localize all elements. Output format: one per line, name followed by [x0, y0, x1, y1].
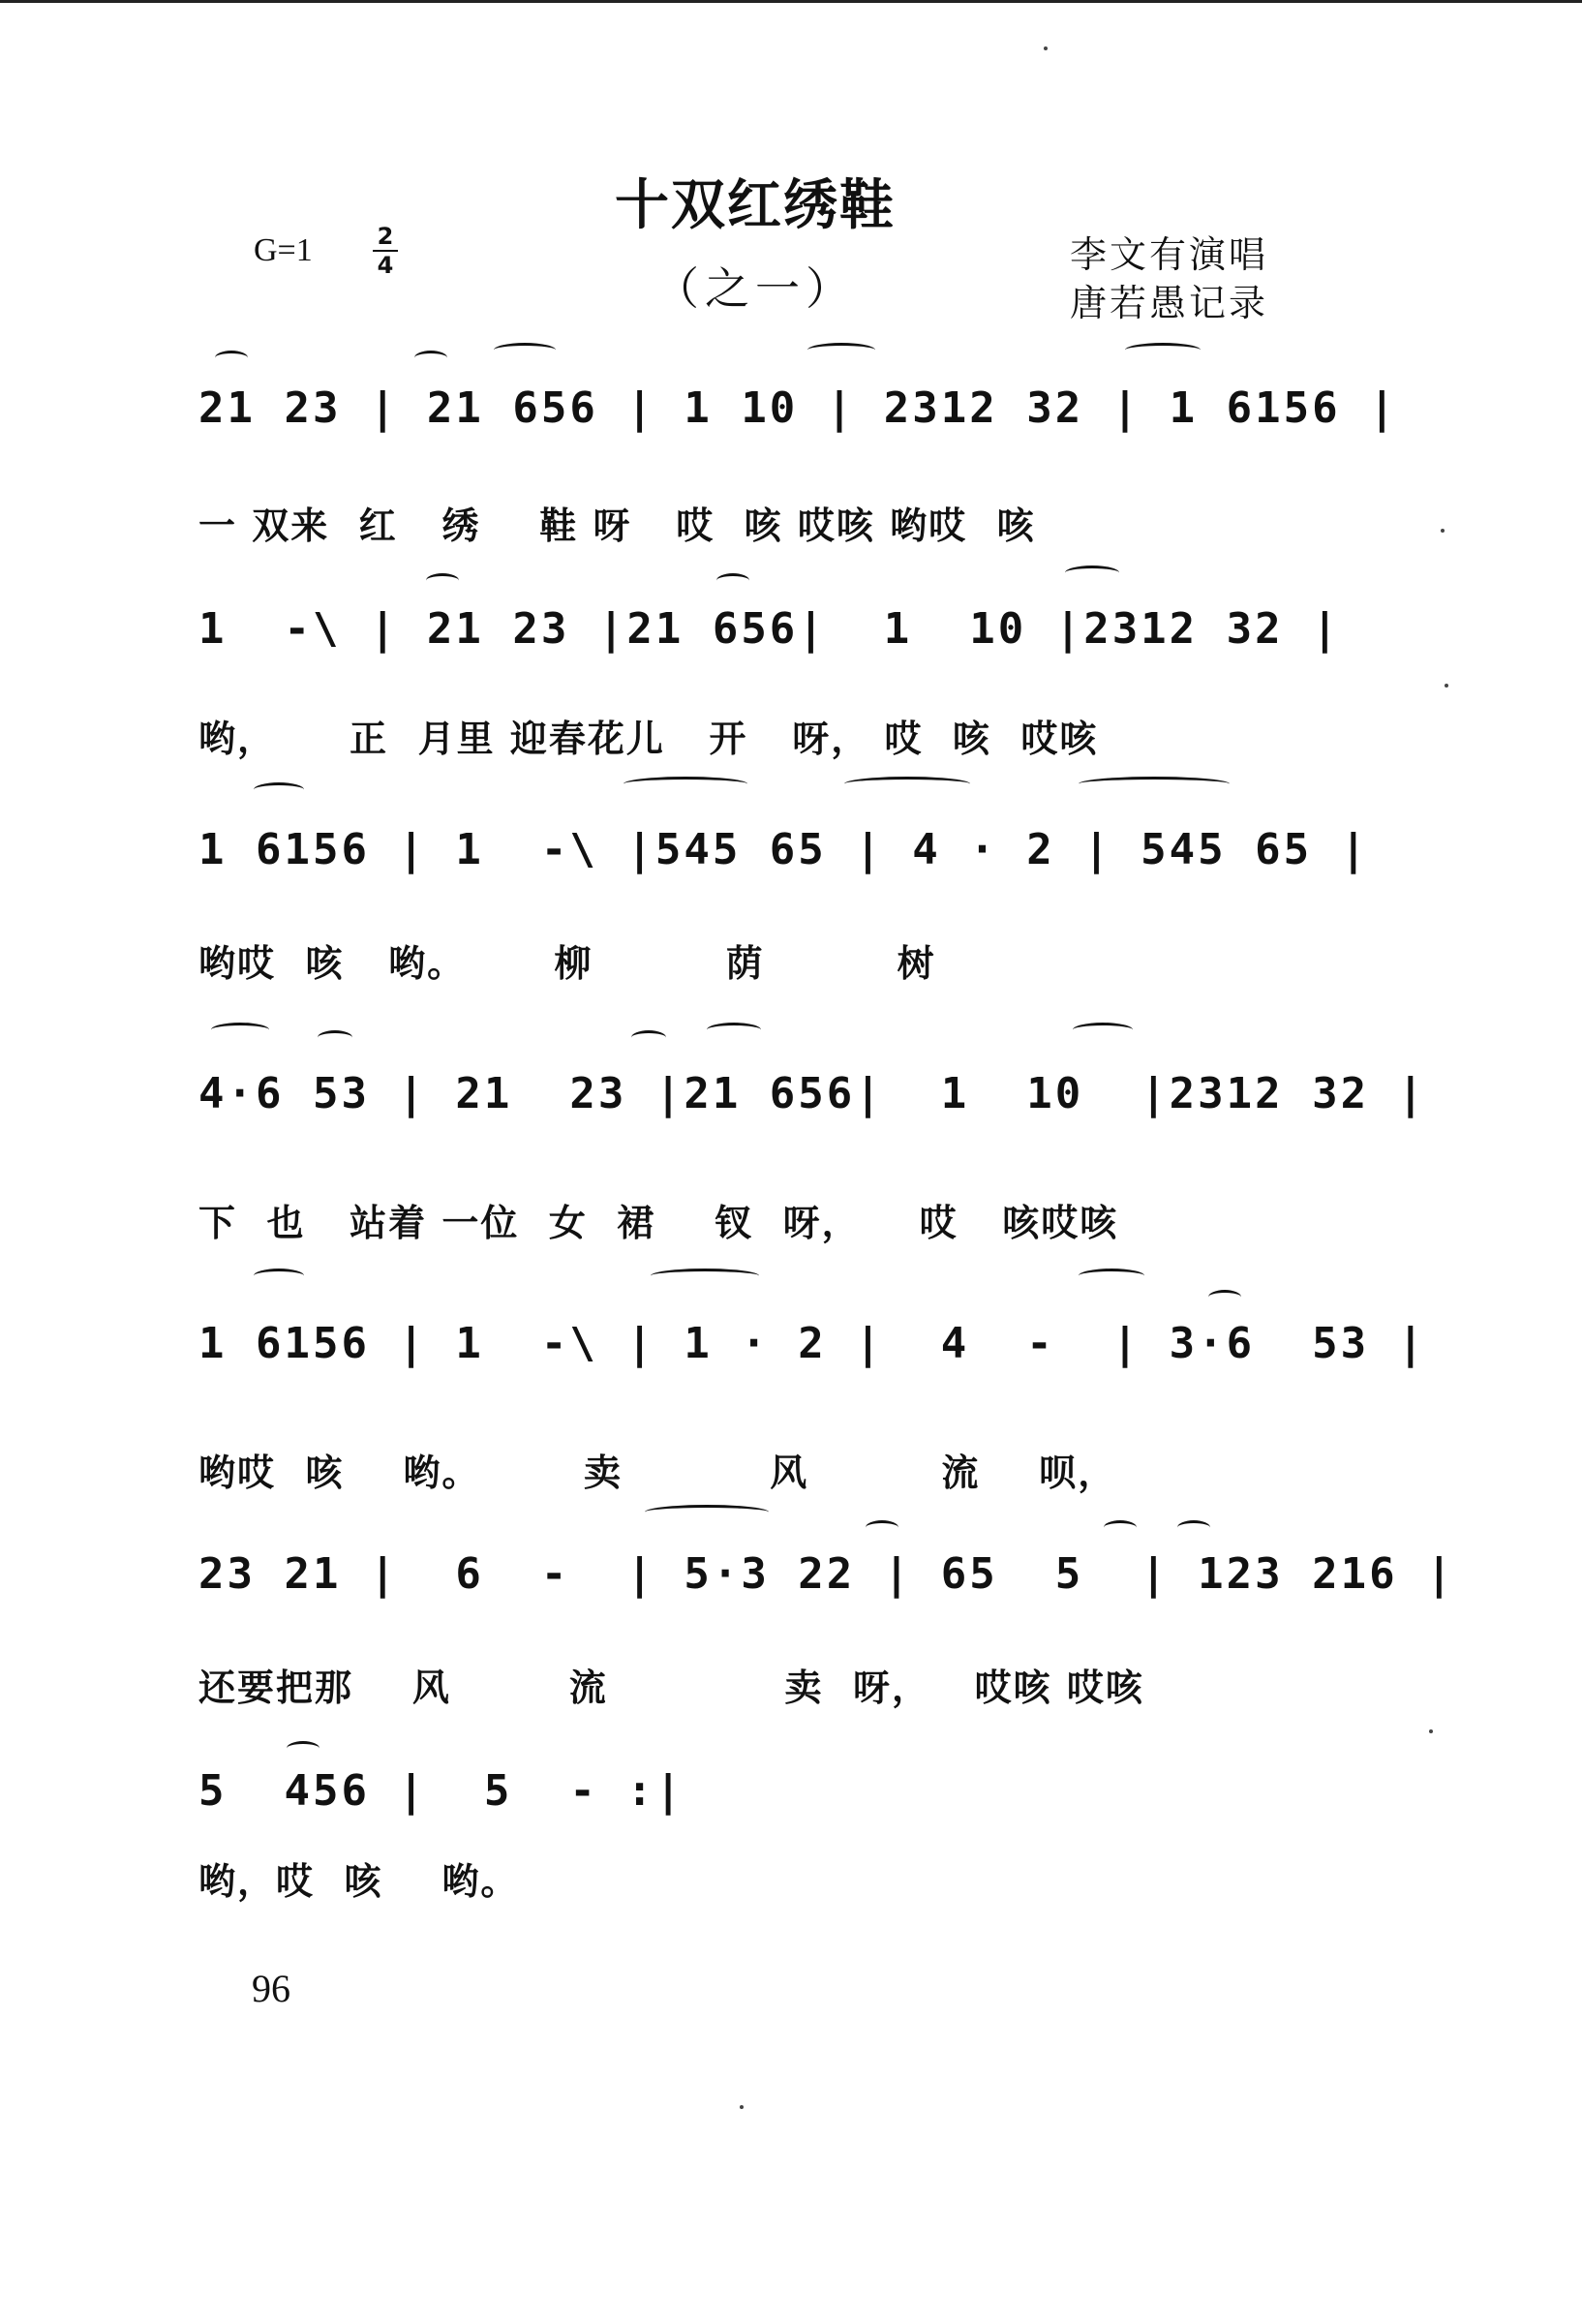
slur-mark — [287, 1741, 319, 1756]
notation-line-2: 1 -\ | 21 23 |21 656| 1 10 |2312 32 | — [198, 604, 1341, 654]
slur-mark — [651, 1269, 759, 1283]
slur-mark — [1104, 1520, 1137, 1535]
slur-mark — [211, 1023, 269, 1037]
lyrics-line-3: 哟哎 咳 哟。 柳 荫 树 — [198, 942, 936, 985]
slur-mark — [1065, 566, 1119, 580]
scan-speck — [1429, 1729, 1433, 1733]
scan-speck — [740, 2105, 744, 2109]
top-rule — [0, 0, 1582, 3]
time-signature-bottom: 4 — [377, 252, 394, 279]
time-signature-top: 2 — [377, 223, 394, 250]
page-number: 96 — [252, 1967, 290, 2010]
song-subtitle: （之一） — [654, 262, 856, 315]
lyrics-line-4: 下 也 站着 一位 女 裙 钗 呀， 哎 咳哎咳 — [198, 1202, 1119, 1244]
lyrics-line-5: 哟哎 咳 哟。 卖 风 流 呗， — [198, 1452, 1117, 1494]
slur-mark — [1073, 1023, 1133, 1037]
slur-mark — [1079, 777, 1230, 791]
scan-speck — [1044, 46, 1048, 50]
slur-mark — [1208, 1290, 1241, 1304]
lyrics-line-6: 还要把那 风 流 卖 呀， 哎咳 哎咳 — [198, 1667, 1144, 1709]
slur-mark — [254, 782, 304, 797]
slur-mark — [807, 343, 875, 357]
song-title: 十双红绣鞋 — [615, 174, 896, 237]
slur-mark — [1177, 1520, 1210, 1535]
singer-credit: 李文有演唱 — [1070, 233, 1269, 276]
scan-speck — [1441, 529, 1445, 533]
notation-line-4: 4·6 53 | 21 23 |21 656| 1 10 |2312 32 | — [198, 1069, 1427, 1118]
notation-line-6: 23 21 | 6 - | 5·3 22 | 65 5 | 123 216 | — [198, 1549, 1455, 1599]
slur-mark — [254, 1269, 304, 1283]
lyrics-line-1: 一 双来 红 绣 鞋 呀 哎 咳 哎咳 哟哎 咳 — [198, 505, 1036, 547]
lyrics-line-7: 哟，哎 咳 哟。 — [198, 1860, 520, 1903]
slur-mark — [645, 1505, 769, 1519]
notation-line-5: 1 6156 | 1 -\ | 1 · 2 | 4 - | 3·6 53 | — [198, 1319, 1427, 1368]
slur-mark — [494, 343, 556, 357]
slur-mark — [866, 1520, 898, 1535]
slur-mark — [318, 1030, 352, 1045]
key-signature: G=1 — [254, 232, 313, 268]
slur-mark — [716, 573, 749, 588]
notation-line-3: 1 6156 | 1 -\ |545 65 | 4 · 2 | 545 65 | — [198, 825, 1370, 874]
time-signature — [371, 223, 400, 279]
slur-mark — [426, 573, 459, 588]
slur-mark — [631, 1030, 666, 1045]
slur-mark — [624, 777, 747, 791]
slur-mark — [414, 351, 447, 365]
slur-mark — [707, 1023, 761, 1037]
slur-mark — [1125, 343, 1201, 357]
lyrics-line-2: 哟， 正 月里 迎春花儿 开 呀， 哎 咳 哎咳 — [198, 718, 1099, 760]
slur-mark — [1079, 1269, 1144, 1283]
recorder-credit: 唐若愚记录 — [1070, 282, 1269, 324]
notation-line-1: 21 23 | 21 656 | 1 10 | 2312 32 | 1 6156 | — [198, 383, 1398, 433]
slur-mark — [844, 777, 970, 791]
notation-line-7: 5 456 | 5 - :| — [198, 1766, 685, 1816]
slur-mark — [215, 351, 248, 365]
scan-speck — [1445, 684, 1448, 688]
